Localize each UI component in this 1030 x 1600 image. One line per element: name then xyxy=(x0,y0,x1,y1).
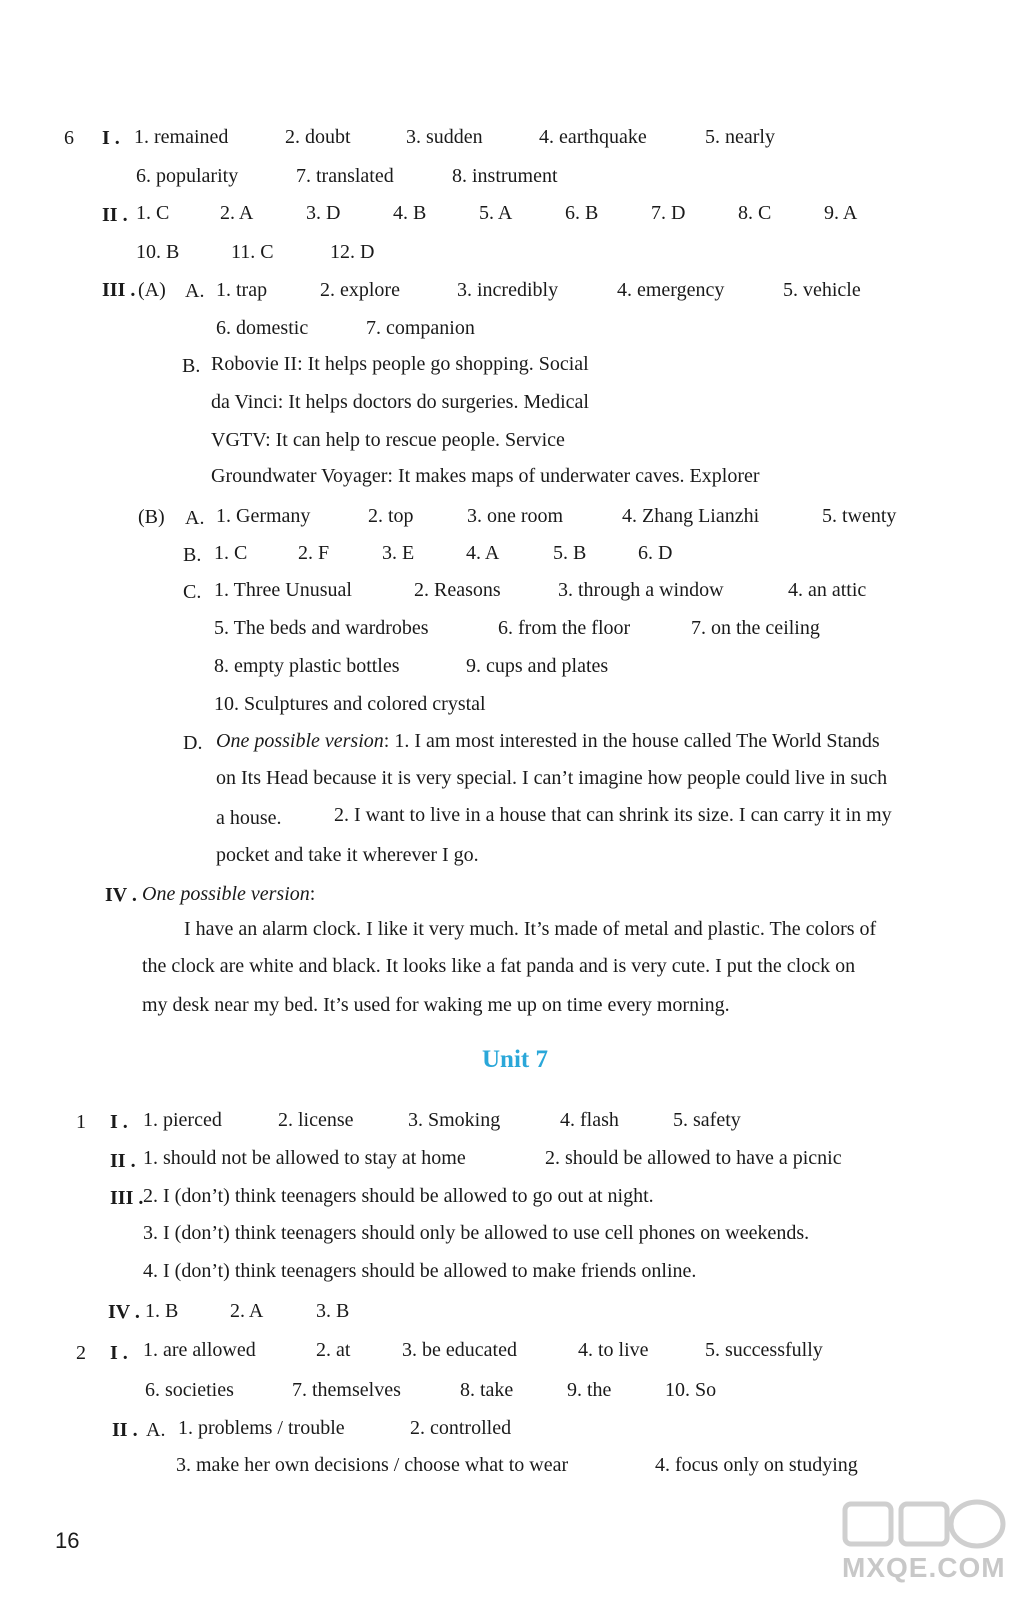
text-line: 2. I (don’t) think teenagers should be allowed to go out at night. xyxy=(143,1185,654,1207)
answer-item: 4. to live xyxy=(578,1339,649,1361)
version-label: One possible version xyxy=(142,883,310,905)
section-label: IV . xyxy=(105,884,137,906)
answer-item: 1. remained xyxy=(134,126,229,148)
answer-item: 1. Three Unusual xyxy=(214,579,352,601)
answer-item: 1. are allowed xyxy=(143,1339,256,1361)
answer-item: 2. license xyxy=(278,1109,354,1131)
answer-item: 3. sudden xyxy=(406,126,483,148)
text-line xyxy=(216,731,880,751)
text-line: my desk near my bed. It’s used for waking me up on time every morning. xyxy=(142,994,730,1016)
answer-item: 7. on the ceiling xyxy=(691,617,820,639)
answer-item: 8. take xyxy=(460,1379,514,1401)
answer-item: 7. themselves xyxy=(292,1379,401,1401)
text-line: da Vinci: It helps doctors do surgeries. Medical xyxy=(211,391,589,413)
text-line: Robovie II: It helps people go shopping. Social xyxy=(211,353,589,375)
answer-item: 3. E xyxy=(382,542,415,564)
answer-item: 8. C xyxy=(738,202,772,224)
section-label: II . xyxy=(110,1150,136,1172)
answer-item: 7. D xyxy=(651,202,686,224)
unit-title: Unit 7 xyxy=(482,1046,548,1073)
answer-item: 3. D xyxy=(306,202,341,224)
answer-item: 8. instrument xyxy=(452,165,558,187)
answer-item: 1. C xyxy=(214,542,248,564)
answer-item: 10. Sculptures and colored crystal xyxy=(214,693,486,715)
answer-item: 3. be educated xyxy=(402,1339,517,1361)
sub-label: A. xyxy=(185,507,205,529)
part-label: (A) xyxy=(138,279,166,301)
text-line: the clock are white and black. It looks like a fat panda and is very cute. I put the clock on xyxy=(142,955,856,977)
answer-item: 5. vehicle xyxy=(783,279,861,301)
answer-item: 4. earthquake xyxy=(539,126,647,148)
answer-item: 2. explore xyxy=(320,279,400,301)
answer-item: 6. popularity xyxy=(136,165,239,187)
answer-item: 4. emergency xyxy=(617,279,725,301)
answer-item: 7. companion xyxy=(366,317,475,339)
text-line: 3. I (don’t) think teenagers should only be allowed to use cell phones on weekends. xyxy=(143,1222,810,1244)
answer-item: 1. trap xyxy=(216,279,268,301)
answer-item: 2. F xyxy=(298,542,330,564)
answer-item: 4. focus only on studying xyxy=(655,1454,858,1476)
answer-item: 6. domestic xyxy=(216,317,309,339)
answer-item: 5. nearly xyxy=(705,126,775,148)
answer-item: 1. Germany xyxy=(216,505,311,527)
answer-item: 3. incredibly xyxy=(457,279,559,301)
answer-item: 3. B xyxy=(316,1300,350,1322)
text-line: I have an alarm clock. I like it very much. It’s made of metal and plastic. The colors of xyxy=(184,918,877,940)
answer-item: 2. A xyxy=(220,202,254,224)
answer-item: 6. B xyxy=(565,202,599,224)
part-label: (B) xyxy=(138,506,165,528)
answer-item: 9. the xyxy=(567,1379,612,1401)
text-line: 2. I want to live in a house that can shrink its size. I can carry it in my xyxy=(334,804,892,826)
answer-item: 3. make her own decisions / choose what to wear xyxy=(176,1454,569,1476)
sub-label: A. xyxy=(146,1419,166,1441)
version-label: One possible version xyxy=(216,730,384,752)
sub-label: C. xyxy=(183,581,202,603)
text-line: 4. I (don’t) think teenagers should be allowed to make friends online. xyxy=(143,1260,697,1282)
answer-item: 9. cups and plates xyxy=(466,655,609,677)
text-line xyxy=(142,884,315,904)
answer-item: 5. successfully xyxy=(705,1339,823,1361)
section-label: I . xyxy=(102,127,120,149)
answer-item: 4. B xyxy=(393,202,427,224)
text-line: VGTV: It can help to rescue people. Service xyxy=(211,429,565,451)
answer-item: 2. doubt xyxy=(285,126,351,148)
answer-item: 2. top xyxy=(368,505,414,527)
watermark-text: MXQE.COM xyxy=(842,1552,1006,1583)
answer-item: 6. D xyxy=(638,542,673,564)
answer-item: 1. B xyxy=(145,1300,179,1322)
answer-item: 1. problems / trouble xyxy=(178,1417,345,1439)
answer-item: 4. an attic xyxy=(788,579,867,601)
answer-item: 3. through a window xyxy=(558,579,724,601)
text-line: a house. xyxy=(216,807,282,829)
answer-item: 6. societies xyxy=(145,1379,234,1401)
answer-item: 6. from the floor xyxy=(498,617,631,639)
text-span: : xyxy=(309,883,316,905)
answer-item: 2. A xyxy=(230,1300,264,1322)
text-span: : 1. I am most interested in the house called The World Stands xyxy=(383,730,880,752)
answer-item: 8. empty plastic bottles xyxy=(214,655,400,677)
sub-label: B. xyxy=(182,355,201,377)
answer-item: 10. So xyxy=(665,1379,717,1401)
answer-item: 5. twenty xyxy=(822,505,897,527)
answer-item: 1. should not be allowed to stay at home xyxy=(143,1147,466,1169)
answer-item: 1. C xyxy=(136,202,170,224)
answer-item: 5. A xyxy=(479,202,513,224)
answer-item: 3. Smoking xyxy=(408,1109,501,1131)
section-label: I . xyxy=(110,1111,128,1133)
section-label: I . xyxy=(110,1342,128,1364)
section-label: IV . xyxy=(108,1301,140,1323)
text-line: Groundwater Voyager: It makes maps of underwater caves. Explorer xyxy=(211,465,760,487)
sub-label: B. xyxy=(183,544,202,566)
lesson-number: 6 xyxy=(64,127,74,149)
answer-item: 5. B xyxy=(553,542,587,564)
answer-item: 7. translated xyxy=(296,165,394,187)
text-line: on Its Head because it is very special. I can’t imagine how people could live in such xyxy=(216,767,888,789)
answer-item: 4. flash xyxy=(560,1109,619,1131)
answer-item: 4. A xyxy=(466,542,500,564)
section-label: III . xyxy=(110,1187,144,1209)
sub-label: A. xyxy=(185,280,205,302)
section-label: II . xyxy=(112,1419,138,1441)
lesson-number: 2 xyxy=(76,1342,86,1364)
answer-item: 2. controlled xyxy=(410,1417,512,1439)
answer-item: 10. B xyxy=(136,241,180,263)
answer-item: 2. Reasons xyxy=(414,579,501,601)
answer-item: 5. The beds and wardrobes xyxy=(214,617,429,639)
answer-item: 4. Zhang Lianzhi xyxy=(622,505,760,527)
answer-item: 11. C xyxy=(231,241,274,263)
lesson-number: 1 xyxy=(76,1111,86,1133)
answer-item: 2. should be allowed to have a picnic xyxy=(545,1147,842,1169)
answer-item: 5. safety xyxy=(673,1109,741,1131)
answer-item: 2. at xyxy=(316,1339,351,1361)
answer-item: 12. D xyxy=(330,241,375,263)
answer-item: 1. pierced xyxy=(143,1109,222,1131)
text-line: pocket and take it wherever I go. xyxy=(216,844,479,866)
page-number: 16 xyxy=(55,1528,80,1553)
answer-item: 3. one room xyxy=(467,505,564,527)
sub-label: D. xyxy=(183,732,203,754)
answer-item: 9. A xyxy=(824,202,858,224)
section-label: II . xyxy=(102,204,128,226)
section-label: III . xyxy=(102,279,136,301)
